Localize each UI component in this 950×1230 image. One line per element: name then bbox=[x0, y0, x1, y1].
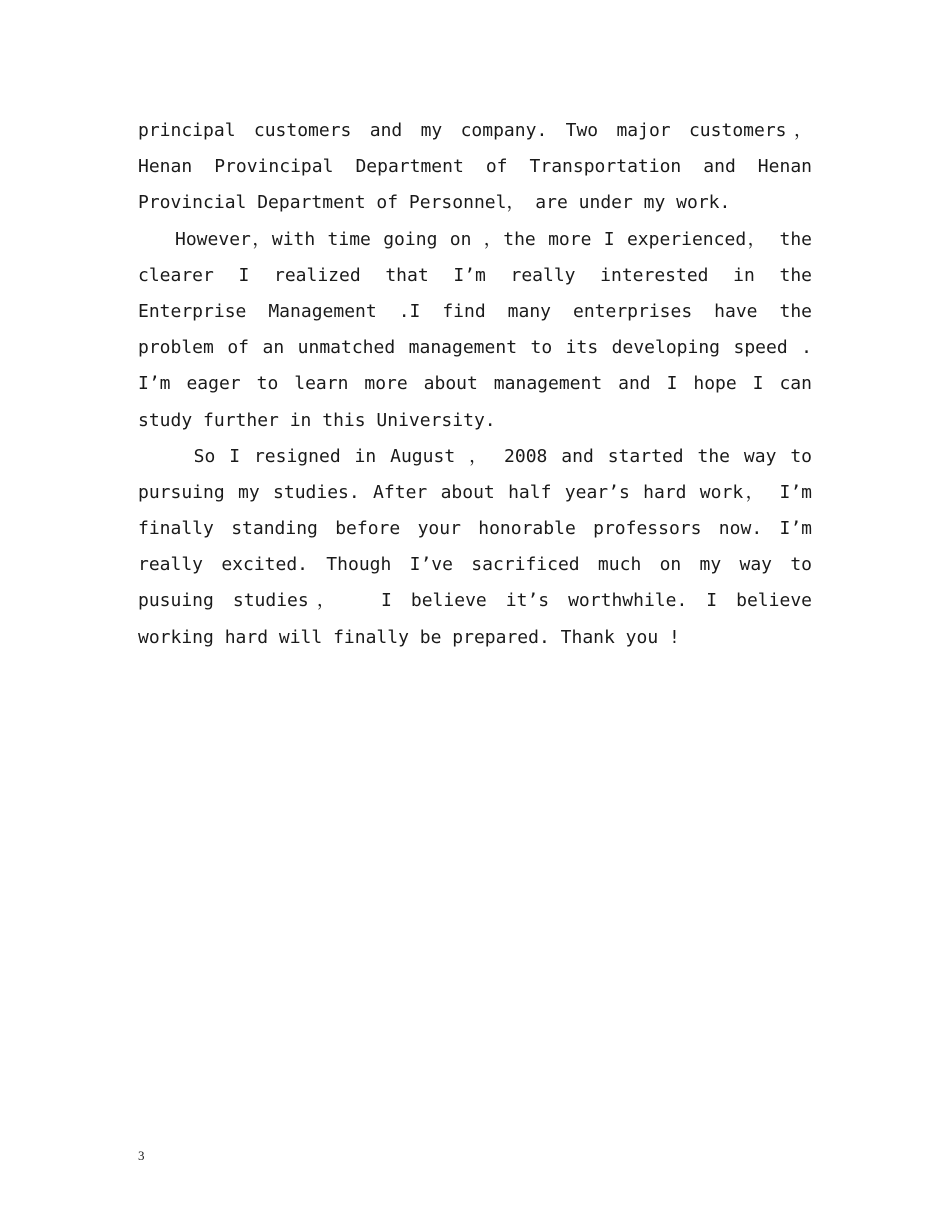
page-number: 3 bbox=[138, 1148, 145, 1163]
text-line: Enterprise Management .I find many enterprises have the bbox=[138, 300, 812, 322]
body-text bbox=[138, 113, 812, 656]
text-line: study further in this University. bbox=[138, 409, 496, 431]
text-line: pursuing my studies. After about half year’s hard work， I’m bbox=[138, 481, 812, 503]
text-line: Provincial Department of Personnel， are under my work. bbox=[138, 192, 731, 214]
text-line: working hard will finally be prepared. Thank you ! bbox=[138, 626, 680, 648]
text-line: really excited. Though I’ve sacrificed much on my way to bbox=[138, 554, 812, 576]
text-line: So I resigned in August ， 2008 and started the way to bbox=[138, 445, 812, 467]
text-line: finally standing before your honorable professors now. I’m bbox=[138, 518, 812, 540]
text-line: I’m eager to learn more about management and I hope I can bbox=[138, 373, 812, 395]
text-line: clearer I realized that I’m really interested in the bbox=[138, 264, 812, 286]
text-line: pusuing studies， I believe it’s worthwhile. I believe bbox=[138, 590, 812, 612]
paragraph-2 bbox=[138, 222, 812, 439]
text-line: However，with time going on ，the more I experienced， the bbox=[138, 228, 812, 250]
text-line: Henan Provincipal Department of Transportation and Henan bbox=[138, 156, 812, 178]
paragraph-3 bbox=[138, 439, 812, 656]
text-line: principal customers and my company. Two major customers， bbox=[138, 120, 812, 141]
text-line: problem of an unmatched management to its developing speed . bbox=[138, 337, 812, 359]
paragraph-1 bbox=[138, 113, 812, 222]
